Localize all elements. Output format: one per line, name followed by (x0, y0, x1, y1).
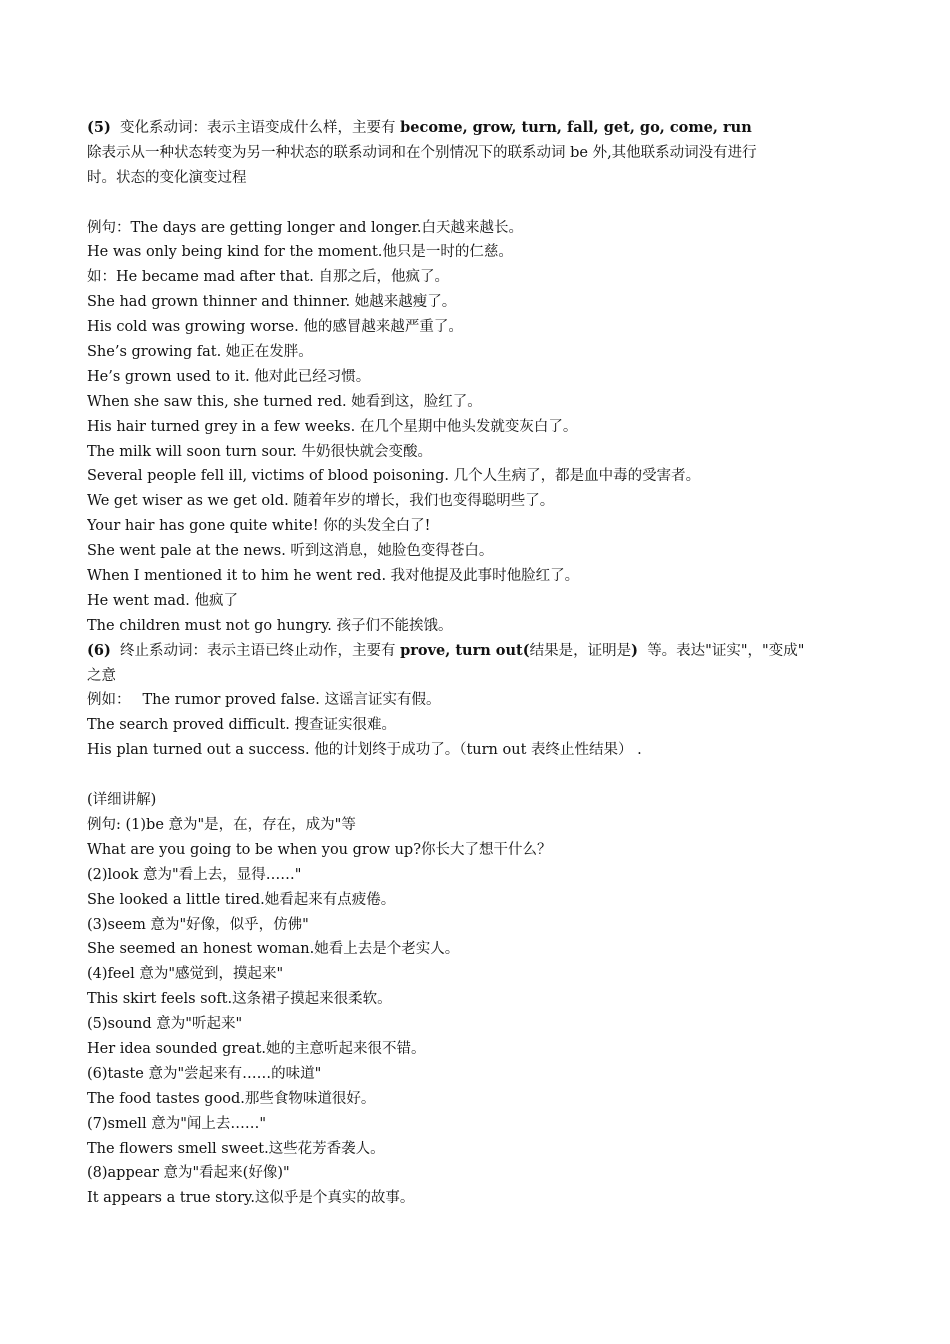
detail-line: (3)seem 意为"好像，似乎，仿佛" (87, 916, 309, 933)
detail-line: She seemed an honest woman.她看上去是个老实人。 (87, 941, 460, 958)
example-text: The rumor proved false. 这谣言证实有假。 (142, 692, 441, 709)
section-5-desc-line-1: 除表示从一种状态转变为另一种状态的联系动词和在个别情况下的联系动词 be 外,其他联系动词没有进行 (87, 144, 757, 161)
document-page (87, 116, 877, 1211)
detail-heading: (详细讲解) (87, 792, 157, 809)
detail-line: She looked a little tired.她看起来有点疲倦。 (87, 891, 396, 908)
spacer (87, 191, 877, 216)
example-line: His plan turned out a success. 他的计划终于成功了。（turn out 表终止性结果） . (87, 742, 642, 759)
example-line: He’s grown used to it. 他对此已经习惯。 (87, 368, 371, 385)
section-6-heading (87, 639, 877, 664)
detail-line: This skirt feels soft.这条裙子摸起来很柔软。 (87, 991, 392, 1008)
example-line: She had grown thinner and thinner. 她越来越瘦了。 (87, 294, 457, 311)
example-line: Several people fell ill, victims of blood poisoning. 几个人生病了，都是血中毒的受害者。 (87, 468, 701, 485)
detail-list (87, 813, 877, 1211)
spacer (87, 763, 877, 788)
section-5-title: 变化系动词：表示主语变成什么样，主要有 (120, 120, 396, 136)
detail-line: It appears a true story.这似乎是个真实的故事。 (87, 1190, 415, 1207)
example-line: She went pale at the news. 听到这消息，她脸色变得苍白。 (87, 543, 494, 560)
example-line: When she saw this, she turned red. 她看到这，脸红了。 (87, 393, 482, 410)
section-5-verbs: become, grow, turn, fall, get, go, come, run (400, 119, 752, 136)
section-5-desc-line-2: 时。状态的变化演变过程 (87, 169, 247, 186)
section-6-paren-close: ) (631, 641, 638, 659)
example-line: 如：He became mad after that. 自那之后，他疯了。 (87, 269, 450, 286)
section-6-examples (87, 688, 877, 763)
example-line: He went mad. 他疯了 (87, 592, 238, 609)
example-line: The milk will soon turn sour. 牛奶很快就会变酸。 (87, 443, 433, 460)
section-6-heading-line-2: 之意 (87, 667, 116, 684)
detail-line: The flowers smell sweet.这些花芳香袭人。 (87, 1140, 385, 1157)
detail-line: Her idea sounded great.她的主意听起来很不错。 (87, 1040, 426, 1057)
example-line: He was only being kind for the moment.他只是一时的仁慈。 (87, 244, 513, 261)
example-line: She’s growing fat. 她正在发胖。 (87, 344, 313, 361)
detail-line: (5)sound 意为"听起来" (87, 1016, 243, 1033)
example-line: We get wiser as we get old. 随着年岁的增长，我们也变得聪明些了。 (87, 493, 555, 510)
example-line: 例句：The days are getting longer and longer.白天越来越长。 (87, 219, 524, 236)
detail-line: What are you going to be when you grow up?你长大了想干什么？ (87, 841, 552, 858)
section-5-number: (5) (87, 119, 111, 136)
detail-line: 例句: (1)be 意为"是，在，存在，成为"等 (87, 816, 356, 833)
detail-line: (4)feel 意为"感觉到，摸起来" (87, 966, 284, 983)
example-prefix: 例如： (87, 692, 131, 709)
detail-line: The food tastes good.那些食物味道很好。 (87, 1090, 376, 1107)
detail-line: (8)appear 意为"看起来(好像)" (87, 1165, 290, 1182)
section-6-verbs: prove, turn out( (400, 641, 530, 659)
example-line: His cold was growing worse. 他的感冒越来越严重了。 (87, 319, 463, 336)
detail-line: (6)taste 意为"尝起来有……的味道" (87, 1065, 322, 1082)
section-6-title: 终止系动词：表示主语已终止动作，主要有 (120, 642, 396, 659)
section-5-examples (87, 216, 877, 639)
example-line: The search proved difficult. 搜查证实很难。 (87, 717, 396, 734)
example-line (87, 688, 877, 713)
detail-line: (7)smell 意为"闻上去……" (87, 1115, 267, 1132)
section-6-number: (6) (87, 641, 111, 659)
example-line: His hair turned grey in a few weeks. 在几个星期中他头发就变灰白了。 (87, 418, 578, 435)
section-5-heading (87, 116, 877, 141)
example-line: Your hair has gone quite white! 你的头发全白了! (87, 518, 431, 535)
example-line: When I mentioned it to him he went red. 我对他提及此事时他脸红了。 (87, 568, 580, 585)
section-6-paren-text: 结果是，证明是 (529, 642, 632, 659)
example-line: The children must not go hungry. 孩子们不能挨饿。 (87, 617, 453, 634)
section-6-tail: 等。表达"证实"，"变成" (647, 642, 805, 659)
detail-line: (2)look 意为"看上去，显得……" (87, 866, 302, 883)
